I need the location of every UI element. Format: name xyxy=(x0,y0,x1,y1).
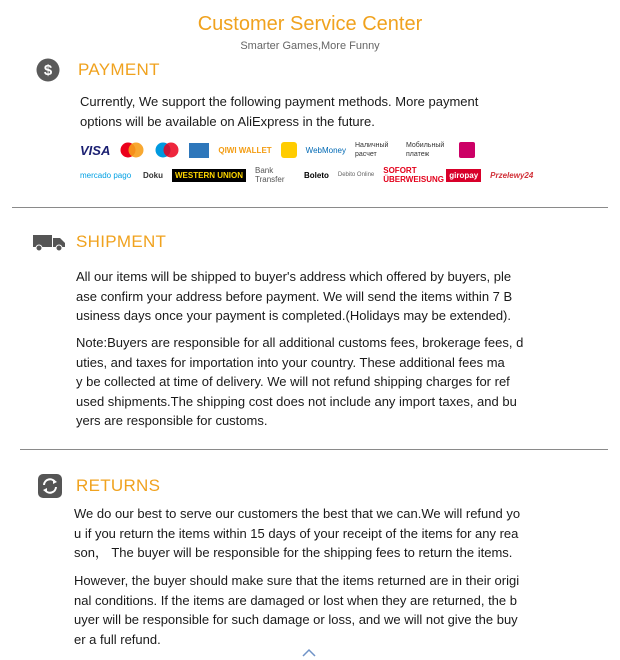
shipment-paragraph-1 xyxy=(76,267,512,326)
page-title: Customer Service Center xyxy=(197,13,423,35)
text-line: y be collected at time of delivery. We will not refund shipping charges for ref xyxy=(76,374,510,389)
page-header xyxy=(0,0,620,52)
shipment-title: SHIPMENT xyxy=(76,232,167,251)
maestro-logo xyxy=(154,142,180,158)
qiwi-logo: QIWI WALLET xyxy=(218,145,272,155)
text-line: uyer will be responsible for such damage or loss, and we will not give the buy xyxy=(74,612,518,627)
text-line: yers are responsible for customs. xyxy=(76,413,268,428)
returns-title: RETURNS xyxy=(76,476,161,495)
amex-logo xyxy=(189,143,209,158)
page-subtitle: Smarter Games,More Funny xyxy=(240,40,380,52)
debito-online-logo: Debito Online xyxy=(337,171,375,178)
boleto-logo: Boleto xyxy=(304,170,329,180)
text-line: used shipments.The shipping cost does not include any import taxes, and bu xyxy=(76,393,517,409)
divider xyxy=(12,207,608,208)
mercadopago-logo: mercado pago xyxy=(80,170,132,180)
returns-header xyxy=(38,474,160,498)
shipment-header xyxy=(32,232,166,252)
text-line: uties, and taxes for importation into your country. These additional fees ma xyxy=(76,354,505,370)
text-line: ase confirm your address before payment. We will send the items within 7 B xyxy=(76,288,513,304)
text-line: We do our best to serve our customers the best that we can.We will refund yo xyxy=(74,506,521,521)
bank-transfer-logo: Bank Transfer xyxy=(255,166,285,184)
text-line: son， The buyer will be responsible for the shipping fees to return the items. xyxy=(74,545,513,560)
svg-text:$: $ xyxy=(43,62,53,79)
divider xyxy=(20,449,608,450)
payment-header xyxy=(36,58,160,82)
dollar-coin-icon xyxy=(36,58,60,82)
text-line: er a full refund. xyxy=(74,631,161,647)
truck-icon xyxy=(32,232,66,252)
return-arrows-icon xyxy=(38,474,62,498)
mobile-payment-logo: Мобильный платеж xyxy=(406,142,445,158)
webmoney-logo: WebMoney xyxy=(305,145,346,155)
ideal-logo xyxy=(459,142,475,158)
mastercard-logo xyxy=(119,142,145,158)
text-line: All our items will be shipped to buyer's address which offered by buyers, ple xyxy=(76,269,512,284)
text-line: However, the buyer should make sure that the items returned are in their origi xyxy=(74,573,520,588)
returns-paragraph-2 xyxy=(74,571,519,649)
text-line: Note:Buyers are responsible for all additional customs fees, brokerage fees, d xyxy=(76,335,524,350)
przelewy24-logo: Przelewy24 xyxy=(490,170,534,180)
cash-logo: Наличный расчет xyxy=(355,142,389,158)
visa-logo: VISA xyxy=(80,142,111,158)
western-union-logo: WESTERN UNION xyxy=(172,169,246,182)
yandex-logo xyxy=(281,142,297,158)
payment-logos xyxy=(80,139,550,189)
text-line: nal conditions. If the items are damaged or lost when they are returned, the b xyxy=(74,592,517,608)
text-line: options will be available on AliExpress in the future. xyxy=(80,113,375,129)
returns-paragraph-1 xyxy=(74,504,520,563)
chevron-up-icon[interactable] xyxy=(301,648,317,658)
sofort-logo: SOFORT ÜBERWEISUNG xyxy=(383,166,444,184)
payment-title: PAYMENT xyxy=(78,60,160,79)
shipment-paragraph-2 xyxy=(76,333,523,431)
giropay-logo: giropay xyxy=(446,169,481,182)
text-line: u if you return the items within 15 days of your receipt of the items for any rea xyxy=(74,525,519,541)
text-line: Currently, We support the following payment methods. More payment xyxy=(80,94,479,109)
payment-text xyxy=(80,92,478,131)
text-line: usiness days once your payment is completed.(Holidays may be extended). xyxy=(76,308,511,323)
doku-logo: Doku xyxy=(143,170,163,180)
